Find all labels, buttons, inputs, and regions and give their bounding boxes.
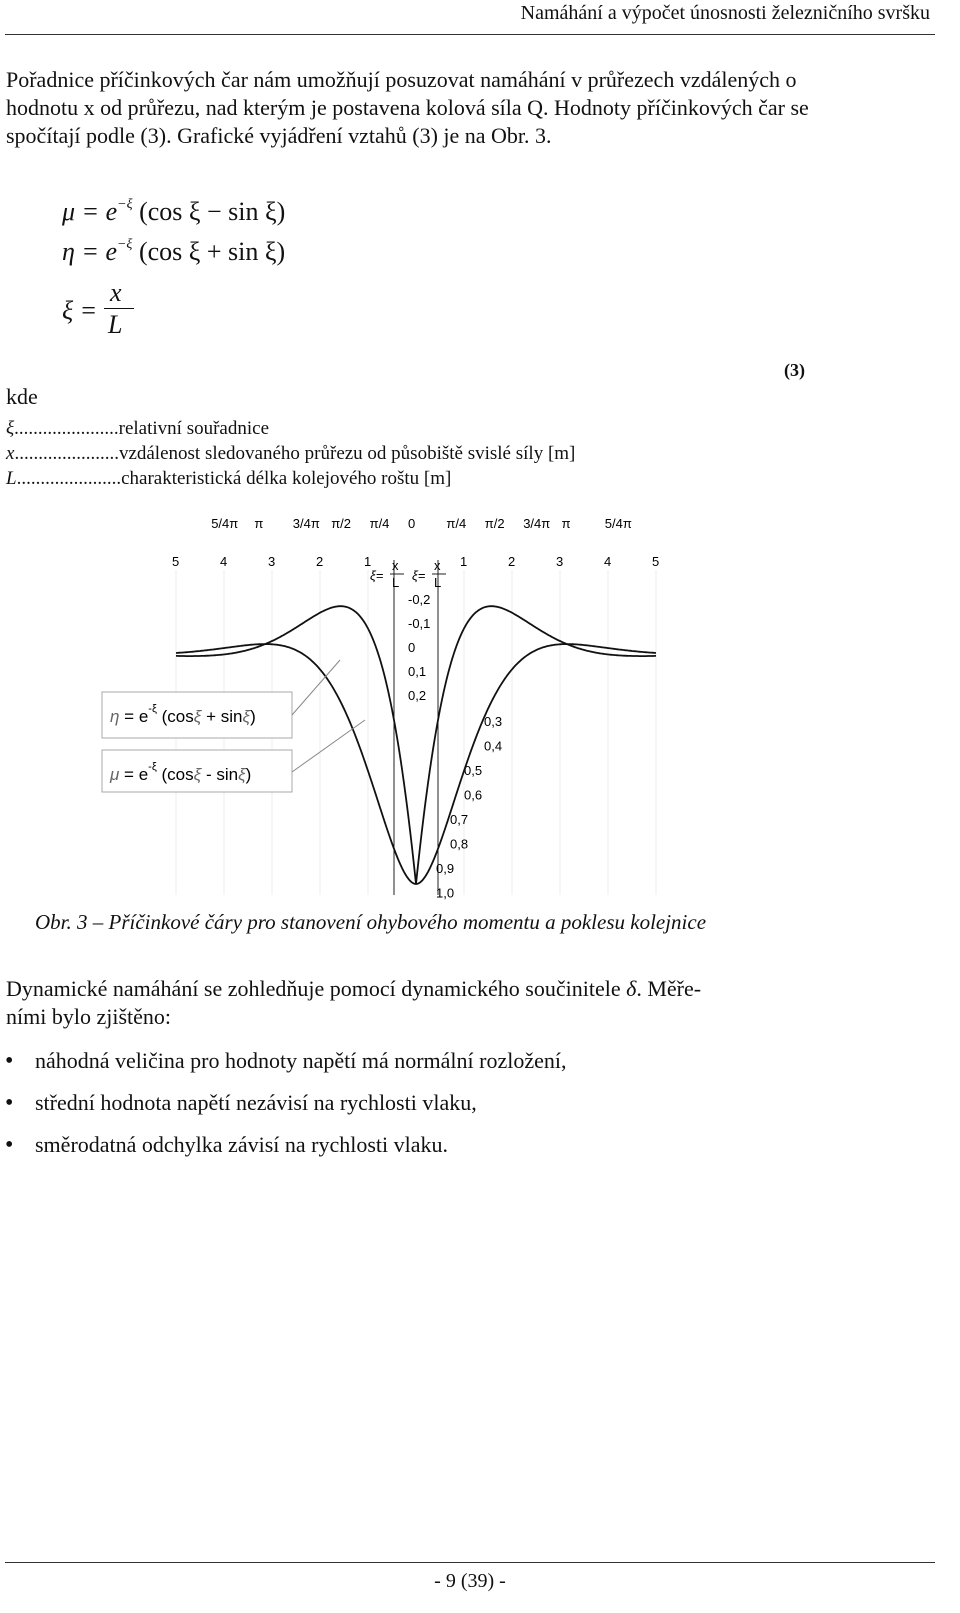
definition-x bbox=[6, 442, 575, 466]
top-angle-label: 3/4π bbox=[292, 516, 320, 531]
definition-symbol: x bbox=[6, 443, 15, 464]
svg-text:x: x bbox=[392, 558, 399, 573]
findings-list bbox=[0, 1040, 567, 1166]
xi-label: 4 bbox=[220, 554, 228, 569]
y-label: 0,2 bbox=[408, 688, 427, 703]
y-label: 0,5 bbox=[464, 763, 483, 778]
page-number: - 9 (39) - bbox=[434, 1570, 506, 1592]
y-label: 0,8 bbox=[450, 836, 469, 852]
definition-symbol: L bbox=[6, 468, 17, 489]
equation-xi-denominator: L bbox=[108, 310, 123, 339]
svg-text:ξ=: ξ= bbox=[370, 568, 384, 583]
definition-text: ......................relativní souřadnice bbox=[14, 418, 269, 439]
top-angle-label: 5/4π bbox=[604, 516, 632, 531]
svg-text:L: L bbox=[434, 575, 442, 590]
top-angle-label: 3/4π bbox=[523, 516, 551, 531]
fraction-bar bbox=[104, 308, 134, 309]
svg-text:L: L bbox=[392, 575, 400, 590]
legend-mu-text: $\mu = e^{-\xi}$ (cosξ - sinξ) bbox=[110, 761, 252, 784]
xi-fraction-right bbox=[412, 558, 446, 590]
y-label: 0,1 bbox=[408, 664, 427, 679]
top-angle-label: π/4 bbox=[369, 516, 390, 531]
definition-symbol: ξ bbox=[6, 418, 15, 439]
mu-influence-line bbox=[176, 606, 656, 884]
xi-label: 2 bbox=[316, 554, 324, 569]
top-angle-label: π bbox=[561, 516, 571, 531]
svg-text:x: x bbox=[434, 558, 441, 573]
top-angle-label: 0 bbox=[408, 516, 416, 531]
svg-text:ξ=: ξ= bbox=[412, 568, 426, 583]
legend-eta-text: $\eta = e^{-\xi}$ (cosξ + sinξ) bbox=[110, 703, 256, 726]
equation-xi-numerator: x bbox=[110, 278, 122, 307]
definition-L bbox=[6, 467, 451, 491]
equation-mu-exp: −ξ bbox=[117, 197, 133, 212]
footer-rule bbox=[5, 1562, 935, 1563]
y-label: 0,7 bbox=[450, 812, 469, 827]
equation-mu bbox=[62, 197, 285, 227]
xi-label: 4 bbox=[604, 554, 612, 569]
list-item: • směrodatná odchylka závisí na rychlosti vlaku. bbox=[0, 1124, 567, 1166]
header-rule bbox=[5, 34, 935, 35]
xi-label: 2 bbox=[508, 554, 516, 569]
top-angle-label: π bbox=[254, 516, 264, 531]
influence-lines-figure bbox=[80, 510, 700, 900]
equation-eta-lhs: η = e bbox=[62, 237, 117, 266]
figure-caption: Obr. 3 – Příčinkové čáry pro stanovení ohybového momentu a poklesu kolejnice bbox=[35, 910, 707, 934]
y-label: 0,3 bbox=[484, 714, 503, 729]
xi-scale-labels bbox=[172, 554, 659, 569]
y-axis-labels bbox=[408, 592, 502, 900]
equation-mu-lhs: μ = e bbox=[62, 197, 118, 226]
equation-number: (3) bbox=[784, 360, 805, 380]
y-label: 1,0 bbox=[436, 885, 455, 900]
definition-text: ......................vzdálenost sledovaného průřezu od působiště svislé síly [m] bbox=[14, 443, 576, 464]
y-label: -0,2 bbox=[408, 592, 431, 607]
xi-label: 1 bbox=[460, 554, 468, 569]
xi-label: 3 bbox=[268, 554, 276, 569]
definition-text: ......................charakteristická délka kolejového roštu [m] bbox=[16, 468, 452, 489]
equation-mu-rhs: (cos ξ − sin ξ) bbox=[139, 197, 286, 226]
list-item: • střední hodnota napětí nezávisí na rychlosti vlaku, bbox=[0, 1082, 567, 1124]
top-angle-label: π/2 bbox=[331, 516, 352, 531]
y-label: 0,6 bbox=[464, 787, 483, 803]
y-label: 0 bbox=[408, 640, 416, 655]
top-angle-label: π/4 bbox=[446, 516, 467, 531]
top-angle-labels bbox=[211, 516, 632, 531]
xi-label: 5 bbox=[652, 554, 660, 569]
y-label: -0,1 bbox=[408, 616, 431, 631]
top-angle-label: π/2 bbox=[484, 516, 505, 531]
definition-xi bbox=[6, 417, 269, 441]
xi-fraction-left bbox=[370, 558, 404, 590]
equation-xi bbox=[62, 278, 182, 342]
intro-paragraph: Pořadnice příčinkových čar nám umožňují posuzovat namáhání v průřezech vzdálených o hodnotu x od průřezu, nad kterým je postavena kolová síla Q. Hodnoty příčinkových čar se spočítají podle (3). Grafické vyjádření vztahů (3) je na Obr. 3. bbox=[6, 67, 809, 148]
running-header: Namáhání a výpočet únosnosti železničního svršku bbox=[520, 2, 930, 24]
equation-eta-rhs: (cos ξ + sin ξ) bbox=[138, 237, 286, 266]
legend-mu-pointer bbox=[292, 720, 365, 772]
equation-xi-lhs: ξ = bbox=[62, 296, 98, 325]
y-label: 0,9 bbox=[436, 861, 455, 876]
top-angle-label: 5/4π bbox=[211, 516, 239, 531]
dynamic-paragraph: Dynamické namáhání se zohledňuje pomocí dynamického součinitele δ. Měře- ními bylo zjištěno: bbox=[6, 976, 702, 1029]
list-item: • náhodná veličina pro hodnoty napětí má normální rozložení, bbox=[0, 1040, 567, 1082]
equation-eta bbox=[62, 237, 285, 267]
xi-label: 5 bbox=[172, 554, 180, 569]
xi-label: 3 bbox=[556, 554, 564, 569]
y-label: 0,4 bbox=[484, 738, 503, 754]
kde-label: kde bbox=[6, 384, 38, 409]
equation-eta-exp: −ξ bbox=[116, 237, 133, 252]
xi-label: 1 bbox=[364, 554, 372, 569]
